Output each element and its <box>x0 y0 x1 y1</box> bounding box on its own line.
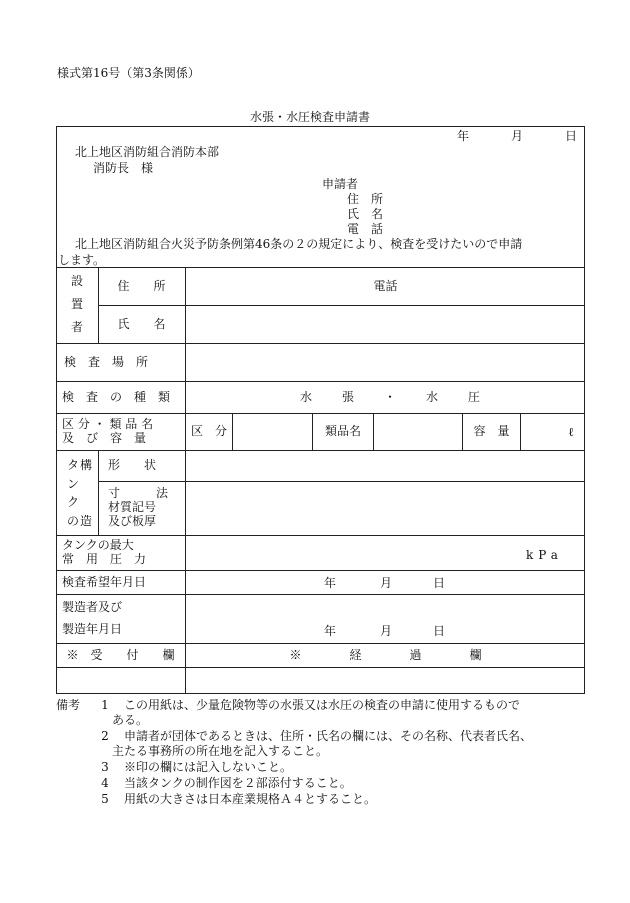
inspection-place-label <box>64 344 178 381</box>
applicant-address-label: 住 所 <box>347 192 384 206</box>
pressure-unit: kPa <box>526 548 563 562</box>
desired-date-month: 月 <box>380 576 393 590</box>
note-text: ※印の欄には記入しないこと。 <box>124 760 293 774</box>
rule <box>56 667 585 668</box>
installer-phone-label: 電話 <box>373 278 398 293</box>
note-2-cont: 主たる事務所の所在地を記入すること。 <box>112 744 329 758</box>
note-1-cont: ある。 <box>112 713 149 727</box>
rule <box>98 450 99 535</box>
installer-name-label: 氏 名 <box>117 316 166 331</box>
manufacturer-label <box>62 596 180 641</box>
type-char: 張 <box>341 389 354 404</box>
note-text: 申請者が団体であるときは、住所・氏名の欄には、その名称、代表者氏名、 <box>124 729 533 743</box>
statement-line1: 北上地区消防組合火災予防条例第46条の２の規定により、検査を受けたいので申請 <box>75 237 523 251</box>
notes-heading: 備考 <box>56 698 81 712</box>
note-number: 5 <box>101 792 109 806</box>
tank-structure-label-left: タ ン ク の <box>67 458 80 528</box>
note-number: 3 <box>101 760 109 774</box>
dimension-label <box>108 484 178 532</box>
installer-char: 置 <box>70 297 83 312</box>
shape-label: 形 状 <box>108 458 157 473</box>
desired-date-label: 検査希望年月日 <box>62 574 147 589</box>
progress-label: ※ 経 過 欄 <box>289 647 482 662</box>
rule <box>56 594 585 595</box>
dimension-line: 材質記号 <box>108 500 157 515</box>
manufacture-date-year: 年 <box>324 624 337 638</box>
inspection-type-label: 検 査 の 種 類 <box>62 389 171 404</box>
applicant-phone-label: 電 話 <box>347 222 384 236</box>
desired-date-year: 年 <box>324 576 337 590</box>
capacity-label: 容 量 <box>473 424 510 439</box>
reception-label: ※ 受 付 欄 <box>66 647 175 662</box>
statement-line2: します。 <box>58 253 106 267</box>
category-label <box>62 414 180 450</box>
manufacture-date-day: 日 <box>433 624 446 638</box>
rule <box>185 267 186 694</box>
category-sub-label: 区 分 <box>190 424 227 439</box>
form-number: 様式第16号（第3条関係） <box>57 66 200 80</box>
dimension-line: 寸 法 <box>108 486 169 501</box>
type-char: 水 <box>300 389 313 404</box>
note-number: 1 <box>101 698 109 712</box>
rule <box>520 413 521 450</box>
note-5 <box>98 793 376 805</box>
type-char: 水 <box>425 389 438 404</box>
dimension-line: 及び板厚 <box>108 513 157 528</box>
max-pressure-label <box>62 536 180 570</box>
max-pressure-line2: 常 用 圧 力 <box>62 552 147 566</box>
category-line1: 区 分 ・ 類 品 名 <box>62 417 154 432</box>
rule <box>98 481 585 482</box>
installer-label <box>56 270 98 340</box>
product-label: 類品名 <box>324 424 361 439</box>
date-year-label: 年 <box>457 129 470 143</box>
note-number: 2 <box>101 729 109 743</box>
addressee-organization: 北上地区消防組合消防本部 <box>75 145 220 159</box>
note-text: 用紙の大きさは日本産業規格Ａ４とすること。 <box>124 792 377 806</box>
desired-date-day: 日 <box>433 576 446 590</box>
date-day-label: 日 <box>565 129 578 143</box>
installer-address-label: 住 所 <box>117 278 166 293</box>
installer-char: 者 <box>70 320 83 335</box>
note-3 <box>98 761 292 773</box>
note-number: 4 <box>101 776 109 790</box>
addressee-chief: 消防長 様 <box>93 161 154 175</box>
manufacture-date-month: 月 <box>380 624 393 638</box>
rule <box>232 413 233 450</box>
type-char: 圧 <box>467 389 480 404</box>
inspection-type-value <box>300 382 480 413</box>
note-text: この用紙は、少量危険物等の水張又は水圧の検査の申請に使用するもので <box>124 698 521 712</box>
capacity-unit: ℓ <box>568 425 574 439</box>
note-1 <box>98 699 520 711</box>
applicant-name-label: 氏 名 <box>347 207 384 221</box>
page-title: 水張・水圧検査申請書 <box>250 110 371 124</box>
inspection-place-text: 検 査 場 所 <box>64 354 149 369</box>
max-pressure-line1: タンクの最大 <box>62 538 134 553</box>
category-line2: 及 び 容 量 <box>62 431 147 445</box>
manufacturer-line1: 製造者及び <box>62 599 123 614</box>
type-char: ・ <box>383 389 396 404</box>
rule <box>373 413 374 450</box>
date-month-label: 月 <box>511 129 524 143</box>
note-4 <box>98 777 352 789</box>
applicant-label: 申請者 <box>322 177 359 191</box>
tank-structure-label-right: 構 造 <box>80 458 93 528</box>
manufacturer-line2: 製造年月日 <box>62 621 123 636</box>
note-2 <box>98 730 532 742</box>
installer-char: 設 <box>70 273 83 288</box>
note-text: 当該タンクの制作図を２部添付すること。 <box>124 776 352 790</box>
